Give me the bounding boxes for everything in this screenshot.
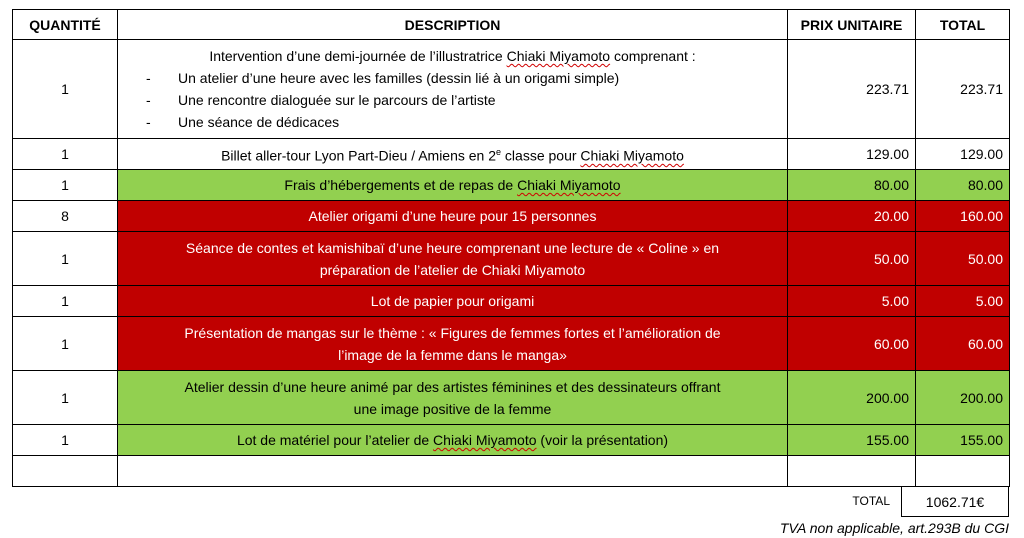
row-unit-price: 155.00 [788,425,916,456]
empty-row [13,456,1010,487]
row-total: 80.00 [916,170,1010,201]
table-row [13,425,1010,456]
row-quantity: 8 [13,201,118,232]
grand-total-label: TOTAL [852,494,890,508]
row-description: Lot de papier pour origami [118,286,788,317]
row-total: 155.00 [916,425,1010,456]
row-description: Billet aller-tour Lyon Part-Dieu / Amiens en 2e classe pour Chiaki Miyamoto [118,139,788,170]
grand-total-value: 1062.71€ [901,486,1009,517]
row-description: Séance de contes et kamishibaï d’une heure comprenant une lecture de « Coline » en préparation de l’atelier de Chiaki Miyamoto [118,232,788,286]
row-description: Atelier dessin d’une heure animé par des artistes féminines et des dessinateurs offrant une image positive de la femme [118,371,788,425]
vat-note: TVA non applicable, art.293B du CGI [779,520,1009,536]
list-item: - Une rencontre dialoguée sur le parcours de l’artiste [146,92,496,108]
table-row [13,139,1010,170]
row-quantity: 1 [13,232,118,286]
table-row [13,170,1010,201]
table-row [13,232,1010,286]
row-unit-price: 129.00 [788,139,916,170]
row-quantity: 1 [13,170,118,201]
row-quantity: 1 [13,40,118,139]
list-item: - Un atelier d’une heure avec les familles (dessin lié à un origami simple) [146,70,620,86]
invoice-table [12,9,1010,487]
row-unit-price: 223.71 [788,40,916,139]
row-description: Frais d’hébergements et de repas de Chiaki Miyamoto [118,170,788,201]
row-unit-price: 80.00 [788,170,916,201]
header-quantity: QUANTITÉ [13,10,118,40]
row-description: Lot de matériel pour l’atelier de Chiaki Miyamoto (voir la présentation) [118,425,788,456]
row-total: 129.00 [916,139,1010,170]
row-quantity: 1 [13,317,118,371]
sub-list [124,67,781,133]
row-unit-price: 20.00 [788,201,916,232]
table-row [13,286,1010,317]
row-total: 223.71 [916,40,1010,139]
header-description: DESCRIPTION [118,10,788,40]
empty-cell [13,456,118,487]
table-row [13,371,1010,425]
row-unit-price: 5.00 [788,286,916,317]
table-row [13,40,1010,139]
empty-cell [118,456,788,487]
table-row [13,201,1010,232]
row-quantity: 1 [13,139,118,170]
header-unit-price: PRIX UNITAIRE [788,10,916,40]
row-total: 50.00 [916,232,1010,286]
header-row [13,10,1010,40]
row-unit-price: 60.00 [788,317,916,371]
empty-cell [788,456,916,487]
row-unit-price: 50.00 [788,232,916,286]
list-item: - Une séance de dédicaces [146,114,340,130]
row-quantity: 1 [13,286,118,317]
row-total: 200.00 [916,371,1010,425]
empty-cell [916,456,1010,487]
row-unit-price: 200.00 [788,371,916,425]
row-total: 5.00 [916,286,1010,317]
row-quantity: 1 [13,371,118,425]
row-total: 60.00 [916,317,1010,371]
row-description: Atelier origami d’une heure pour 15 personnes [118,201,788,232]
row-quantity: 1 [13,425,118,456]
grand-total [802,486,1009,517]
table-row [13,317,1010,371]
row-description: Présentation de mangas sur le thème : « Figures de femmes fortes et l’amélioration de l’image de la femme dans le manga» [118,317,788,371]
row-description: Intervention d’une demi-journée de l’illustratrice Chiaki Miyamoto comprenant : - Un atelier d’une heure avec les familles (dessin lié à un origami simple) - Une rencontre dialoguée sur le parcours de l’artiste - Une séance de dédicaces [118,40,788,139]
header-total: TOTAL [916,10,1010,40]
row-total: 160.00 [916,201,1010,232]
